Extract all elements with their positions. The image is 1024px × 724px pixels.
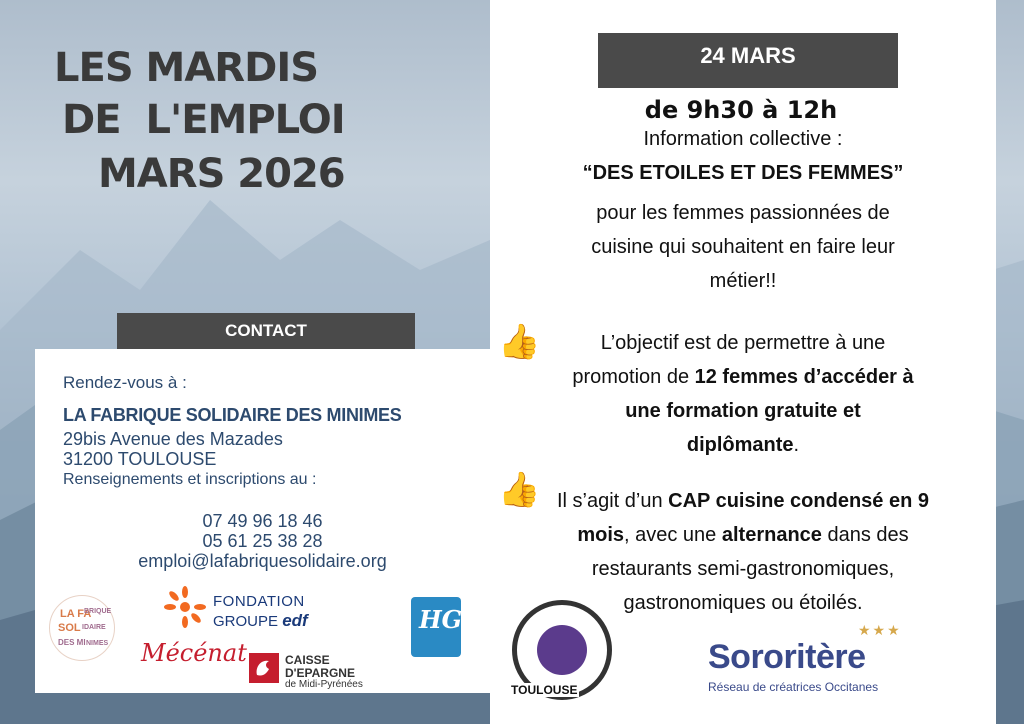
fondation-edf-logo bbox=[163, 585, 343, 635]
event-panel bbox=[490, 0, 996, 724]
objective-line-4 bbox=[490, 428, 996, 462]
cap-line-3: restaurants semi-gastronomiques, bbox=[591, 558, 895, 580]
cap-line-2b: , avec une bbox=[624, 524, 722, 546]
sororitere-subtitle: Réseau de créatrices Occitanes bbox=[708, 680, 879, 694]
badge-city: TOULOUSE bbox=[511, 683, 578, 697]
title-line-2: DE L'EMPLOI bbox=[62, 97, 345, 143]
fabrique-logo-text-4: IDAIRE bbox=[82, 624, 106, 631]
fabrique-logo-text-3: SOL bbox=[58, 622, 81, 634]
sororitere-logo: Sororitère bbox=[708, 638, 866, 676]
title-line-1: LES MARDIS bbox=[54, 45, 319, 91]
cap-line-1b: CAP cuisine condensé en 9 bbox=[668, 490, 929, 512]
contact-intro: Rendez-vous à : bbox=[63, 373, 187, 392]
info-label: Renseignements et inscriptions au : bbox=[63, 471, 317, 488]
fabrique-logo-text-1: LA FA bbox=[60, 608, 92, 620]
objective-line-2 bbox=[490, 360, 996, 394]
haute-garonne-logo bbox=[411, 597, 461, 657]
des-etoiles-des-femmes-logo bbox=[512, 600, 612, 700]
cap-line-1 bbox=[490, 484, 996, 518]
edf-line-1: FONDATION bbox=[213, 593, 305, 610]
event-time: de 9h30 à 12h bbox=[644, 96, 838, 124]
cap-line-2d: dans des bbox=[821, 524, 909, 546]
thumbs-up-icon: 👍 bbox=[498, 323, 541, 361]
contact-header: CONTACT bbox=[117, 313, 415, 349]
contact-box bbox=[35, 349, 490, 693]
event-description bbox=[490, 196, 996, 298]
place-name: LA FABRIQUE SOLIDAIRE DES MINIMES bbox=[63, 405, 402, 425]
event-name: “DES ETOILES ET DES FEMMES” bbox=[582, 162, 904, 184]
address-line-2: 31200 TOULOUSE bbox=[63, 449, 217, 469]
mecenat-label: Mécénat bbox=[141, 639, 247, 667]
sororitere-stars: ★★★ bbox=[858, 622, 902, 638]
objective-line-3: une formation gratuite et bbox=[625, 400, 861, 422]
cdep-line-1: CAISSE bbox=[285, 653, 330, 667]
chef-hat-icon bbox=[537, 625, 587, 675]
cap-line-4: gastronomiques ou étoilés. bbox=[623, 592, 863, 614]
phone-1[interactable]: 07 49 96 18 46 bbox=[202, 511, 323, 531]
squirrel-icon bbox=[249, 653, 279, 683]
fabrique-solidaire-logo bbox=[49, 595, 115, 661]
email-link[interactable]: emploi@lafabriquesolidaire.org bbox=[138, 551, 387, 571]
objective-line-2b: 12 femmes d’accéder à bbox=[694, 366, 914, 388]
edf-groupe-text: GROUPE bbox=[213, 613, 279, 630]
objective-line-4b: . bbox=[793, 434, 800, 456]
fabrique-logo-text-2: BRIQUE bbox=[84, 608, 112, 615]
event-date: 24 MARS bbox=[598, 33, 898, 88]
caisse-epargne-logo bbox=[249, 653, 399, 693]
edf-line-2 bbox=[213, 611, 308, 631]
objective-line-4a: diplômante bbox=[686, 434, 794, 456]
cdep-line-2: D'EPARGNE bbox=[285, 666, 355, 680]
desc-line-1: pour les femmes passionnées de bbox=[596, 202, 890, 224]
desc-line-2: cuisine qui souhaitent en faire leur bbox=[591, 236, 895, 258]
edf-brand-text: edf bbox=[282, 611, 308, 630]
desc-line-3: métier!! bbox=[709, 270, 777, 292]
phone-2[interactable]: 05 61 25 38 28 bbox=[202, 531, 323, 551]
objective-block bbox=[490, 326, 996, 462]
edf-sun-icon bbox=[163, 585, 207, 629]
cap-line-2 bbox=[490, 518, 996, 552]
event-type: Information collective : bbox=[643, 128, 843, 150]
hg-logo-text: HG bbox=[419, 605, 463, 634]
objective-line-2a: promotion de bbox=[572, 366, 695, 388]
cap-line-2a: mois bbox=[577, 524, 625, 546]
objective-line-1: L’objectif est de permettre à une bbox=[600, 332, 886, 354]
cap-line-1a: Il s’agit d’un bbox=[556, 490, 669, 512]
address-line-1: 29bis Avenue des Mazades bbox=[63, 429, 283, 449]
cap-line-2c: alternance bbox=[721, 524, 822, 546]
thumbs-up-icon: 👍 bbox=[498, 471, 541, 509]
fabrique-logo-text-5: DES MI bbox=[58, 638, 86, 647]
fabrique-logo-text-6: NIMES bbox=[86, 640, 109, 647]
cdep-line-3: de Midi-Pyrénées bbox=[285, 679, 363, 690]
title-line-3: MARS 2026 bbox=[98, 151, 345, 197]
